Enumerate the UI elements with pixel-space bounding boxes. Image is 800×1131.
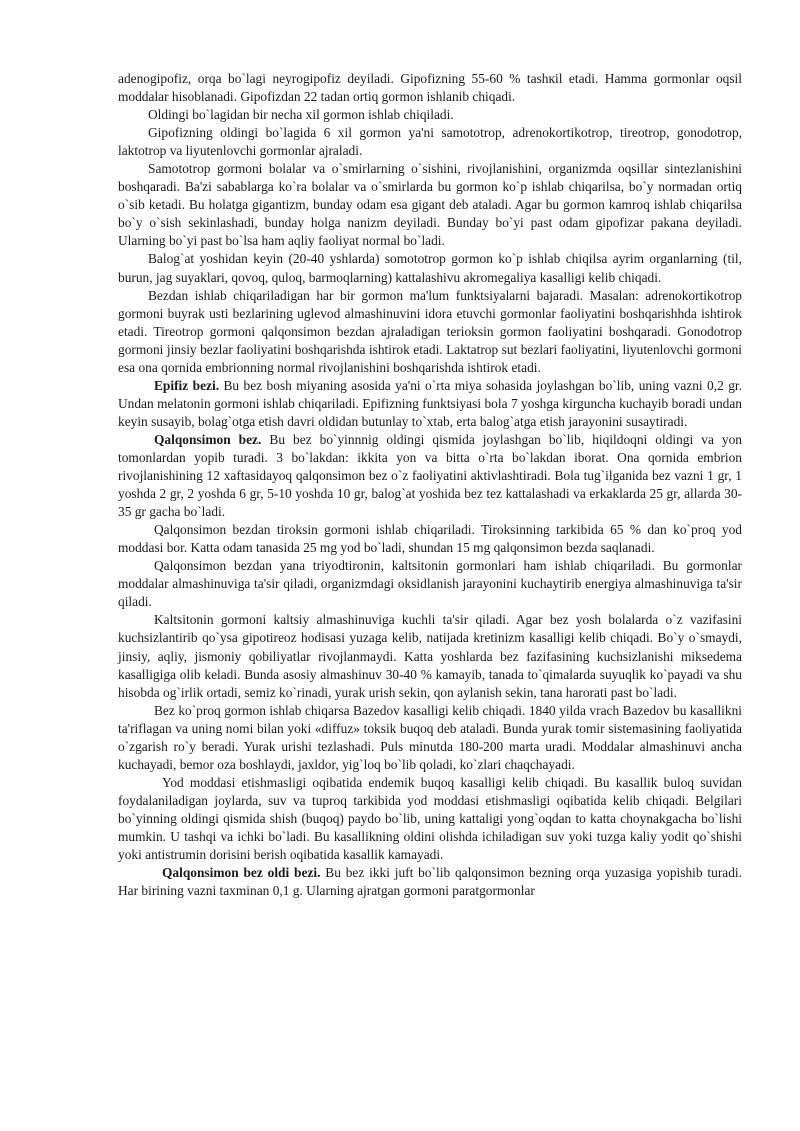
- paragraph: Samototrop gormoni bolalar va o`smirlarning o`sishini, rivojlanishini, organizmda oqsillar sintezlanishini boshqaradi. Ba'zi sabablarga ko`ra bolalar va o`smirlarda bu gormon ko`p ishlab chiqarilsa, bo`y normadan ortiq o`sib ketadi. Bu holatga gigantizm, bunday odam esa gigant deb ataladi. Agar bu gormon kamroq ishlab chiqarilsa bo`y o`sish sekinlashadi, bunday holga nanizm deyiladi. Bunday bo`yi past odam gipofizar pakana deyiladi. Ularning bo`yi past bo`lsa ham aqliy faoliyat normal bo`ladi.: [118, 161, 742, 249]
- paragraph-text: Bu bez bosh miyaning asosida ya'ni o`rta miya sohasida joylashgan bo`lib, uning vazni 0,2 gr. Undan melatonin gormoni ishlab chiqariladi. Epifizning funktsiyasi bola 7 yoshga kirguncha kuchayib boradi undan keyin susayib, bolag`otga etish davri oldidan butunlay to`xtab, erta balog`atga etish jarayonini susaytiradi.: [118, 377, 742, 429]
- paragraph: Balog`at yoshidan keyin (20-40 yshlarda) somototrop gormon ko`p ishlab chiqilsa ayrim organlarning (til, burun, jag suyaklari, qovoq, quloq, barmoqlarning) kattalashivu akromegaliya kasalligi kelib chiqadi.: [118, 251, 742, 285]
- paragraph: Gipofizning oldingi bo`lagida 6 xil gormon ya'ni samototrop, adrenokortikotrop, tireotrop, gonodotrop, laktotrop va liyutenlovchi gormonlar ajraladi.: [118, 125, 742, 159]
- paragraph-text: Bu bez ikki juft bo`lib qalqonsimon bezning orqa yuzasiga yopishib turadi. Har birining vazni taxminan 0,1 g. Ularning ajratgan gormoni paratgormonlar: [118, 865, 742, 899]
- paragraph: Bez ko`proq gormon ishlab chiqarsa Bazedov kasalligi kelib chiqadi. 1840 yilda vrach Bazedov bu kasallikni ta'riflagan va uning nomi bilan yoki «diffuz» toksik buqoq deb ataladi. Bunda yurak tomir sistemasining faoliyatida o`zgarish ro`y beradi. Yurak urishi tezlashadi. Puls minutda 180-200 marta uradi. Moddalar almashinuvi ancha kuchayadi, bemor oza boshlaydi, jaxldor, yig`loq bo`lib qoladi, ko`zlari chaqchayadi.: [118, 702, 742, 772]
- paragraph: Oldingi bo`lagidan bir necha xil gormon ishlab chiqiladi.: [148, 107, 454, 123]
- section-heading: Epifiz bezi.: [154, 377, 220, 393]
- paragraph: Yod moddasi etishmasligi oqibatida endemik buqoq kasalligi kelib chiqadi. Bu kasallik buloq suvidan foydalaniladigan joylarda, suv va tuproq tarkibida yod moddasi etishmasligi oqibatida kelib chiqadi. Belgilari bo`yinning oldingi qismida shish (buqoq) paydo bo`lib, uning kattaligi yong`oqdan to katta choynakgacha bo`lishi mumkin. U tashqi va ichki bo`ladi. Bu kasallikning oldini olishda ichiladigan suv yoki tuzga kaliy yodit qo`shishi yoki antistrumin dorisini berish oqibatida kasallik kamayadi.: [118, 774, 742, 863]
- paragraph-qalqonsimon: [118, 431, 742, 521]
- paragraph: Kaltsitonin gormoni kaltsiy almashinuviga kuchli ta'sir qiladi. Agar bez yosh bolalarda o`z vazifasini kuchsizlantirib qo`ysa gipotireoz hodisasi yuzaga kelib, natijada kretinizm kasalligi kelib chiqadi. Bo`y o`smaydi, jinsiy, aqliy, jismoniy qobiliyatlar rivojlanmaydi. Katta yoshlarda bez fazifasining kuchsizlanishi miksedema kasalligiga olib keladi. Bunda asosiy almashinuv 30-40 % kamayib, tanada to`qimalarda suyuqlik ko`payadi va shu hisobda og`irlik ortadi, semiz ko`rinadi, yurak urish sekin, qon aylanish sekin, tana harorati past bo`ladi.: [118, 612, 742, 700]
- paragraph: Qalqonsimon bezdan yana triyodtironin, kaltsitonin gormonlari ham ishlab chiqariladi. Bu gormonlar moddalar almashinuviga ta'sir qiladi, organizmdagi oksidlanish jarayonini kuchaytirib energiya almashinuviga ta'sir qiladi.: [118, 558, 742, 610]
- paragraph-qalqonsimon-oldi: [118, 864, 742, 900]
- paragraph: adenogipofiz, orqa bo`lagi neyrogipofiz deyiladi. Gipofizning 55-60 % tashкil etadi. Hamma gormonlar oqsil moddalar hisoblanadi. Gipofizdan 22 tadan ortiq gormon ishlanib chiqadi.: [118, 71, 742, 105]
- paragraph: Qalqonsimon bezdan tiroksin gormoni ishlab chiqariladi. Tiroksinning tarkibida 65 % dan ko`proq yod moddasi bor. Katta odam tanasida 25 mg yod bo`ladi, shundan 15 mg qalqonsimon bezda saqlanadi.: [118, 522, 742, 556]
- paragraph: Bezdan ishlab chiqariladigan har bir gormon ma'lum funktsiyalarni bajaradi. Masalan: adrenokortikotrop gormoni buyrak usti bezlarining uglevod almashinuvini idora etuvchi gormonlar faoliyatini boshqarishhda ishtirok etadi. Tireotrop gormoni qalqonsimon bezdan ajraladigan terioksin gormon faoliyatini boshqaradi. Gonodotrop gormoni jinsiy bezlar faoliyatini boshqarishda ishtirok etadi. Laktatrop sut bezlari faoliyatini, liyutenlovchi gormoni esa ona qornida embrionning normal rivojlanishini boshqarishda ishtirok etadi.: [118, 287, 742, 375]
- section-heading: Qalqonsimon bez oldi bezi.: [162, 865, 321, 881]
- document-page: [118, 70, 742, 900]
- paragraph-text: Bu bez bo`yinnnig oldingi qismida joylashgan bo`lib, hiqildoqni oldingi va yon tomonlardan yopib turadi. 3 bo`lakdan: ikkita yon va bitta o`rta bo`lakdan iborat. Ona qornida embrion rivojlanishining 12 xaftasidayoq qalqonsimon bez o`z faoliyatini aktivlashtiradi. Bola tug`ilganida bez vazni 1 gr, 1 yoshda 2 gr, 2 yoshda 6 gr, 5-10 yoshda 10 gr, balog`at yoshida bez tez kattalashadi va erkaklarda 25 gr, allarda 30-35 gr gacha bo`ladi.: [118, 431, 742, 520]
- paragraph-epifiz: [118, 377, 742, 431]
- section-heading: Qalqonsimon bez.: [154, 431, 262, 447]
